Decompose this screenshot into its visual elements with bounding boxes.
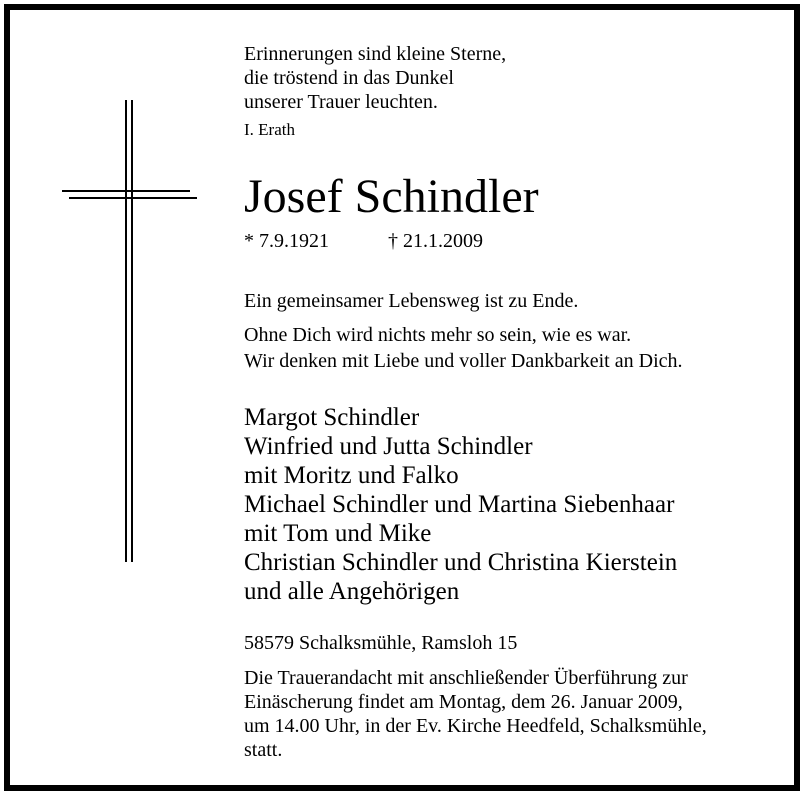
poem-author: I. Erath: [244, 120, 295, 139]
service-line: um 14.00 Uhr, in der Ev. Kirche Heedfeld, Schalksmühle,: [244, 715, 707, 737]
service-info: [244, 666, 707, 762]
cross-horizontal-line: [69, 197, 197, 199]
deceased-name: Josef Schindler: [244, 170, 539, 223]
message-line: Wir denken mit Liebe und voller Dankbarkeit an Dich.: [244, 350, 683, 372]
address: 58579 Schalksmühle, Ramsloh 15: [244, 632, 518, 654]
message-line: Ein gemeinsamer Lebensweg ist zu Ende.: [244, 290, 579, 312]
message-line: Ohne Dich wird nichts mehr so sein, wie es war.: [244, 324, 632, 346]
service-line: statt.: [244, 739, 283, 761]
poem-line: Erinnerungen sind kleine Sterne,: [244, 43, 507, 65]
family-member: Winfried und Jutta Schindler: [244, 433, 533, 460]
family-member: Michael Schindler und Martina Siebenhaar: [244, 491, 675, 518]
family-list: [244, 403, 677, 606]
service-line: Einäscherung findet am Montag, dem 26. Januar 2009,: [244, 691, 683, 713]
family-member: und alle Angehörigen: [244, 578, 460, 605]
family-member: Margot Schindler: [244, 404, 420, 431]
family-member: mit Moritz und Falko: [244, 462, 459, 489]
death-date: † 21.1.2009: [388, 230, 483, 252]
cross-vertical-line: [131, 100, 133, 562]
family-member: mit Tom und Mike: [244, 520, 432, 547]
birth-date: * 7.9.1921: [244, 230, 329, 252]
service-line: Die Trauerandacht mit anschließender Überführung zur: [244, 667, 688, 689]
poem-line: die tröstend in das Dunkel: [244, 67, 454, 89]
life-dates: [244, 228, 483, 254]
cross-horizontal-line: [62, 190, 190, 192]
family-member: Christian Schindler und Christina Kierstein: [244, 549, 678, 576]
poem: [244, 42, 506, 114]
poem-line: unserer Trauer leuchten.: [244, 91, 438, 113]
cross-vertical-line: [125, 100, 127, 562]
message-block: [244, 322, 683, 374]
notice-frame: [4, 4, 800, 791]
